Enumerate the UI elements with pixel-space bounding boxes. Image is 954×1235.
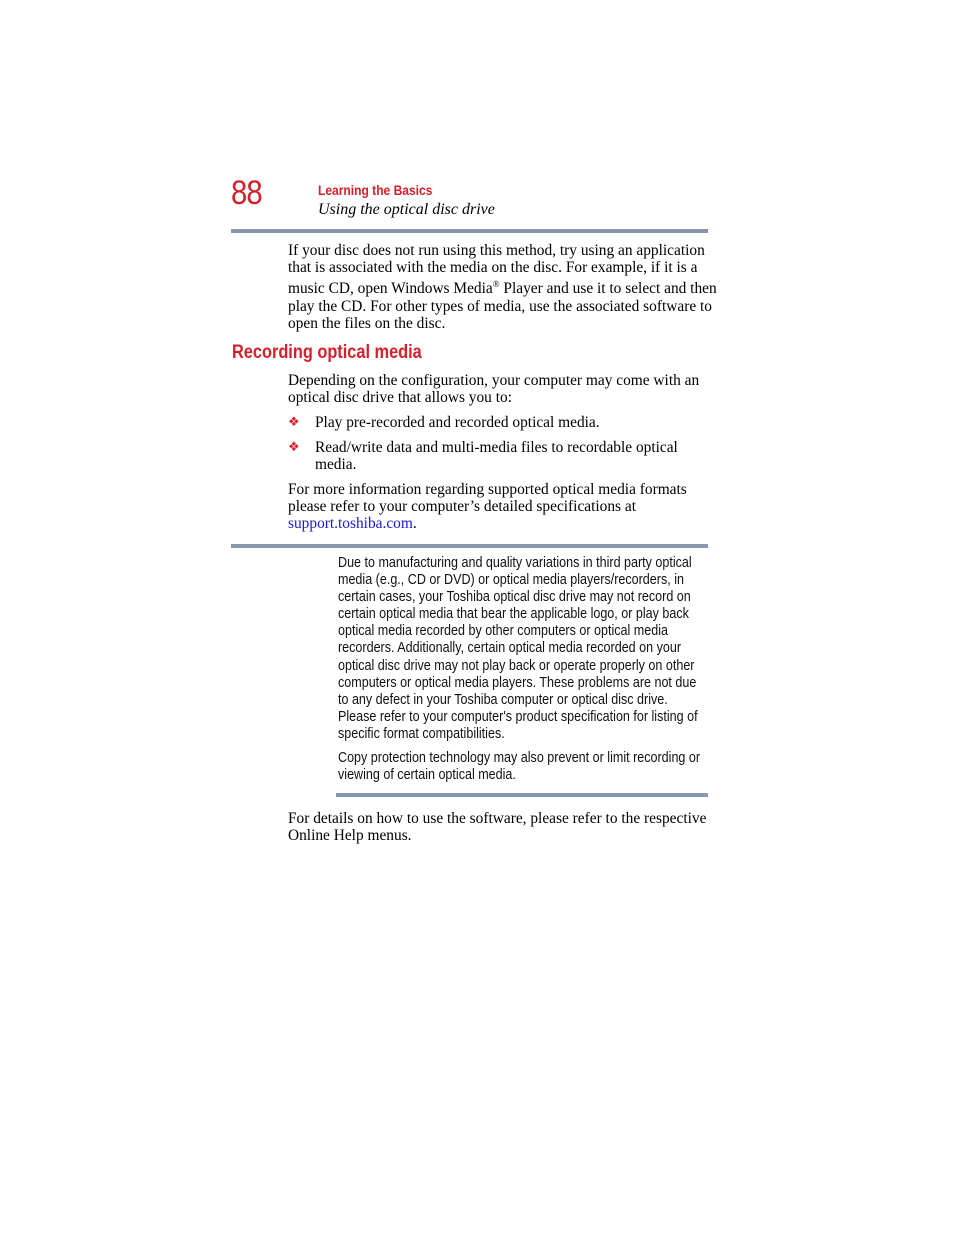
note-bottom-rule [336,793,708,797]
header-rule [231,229,708,233]
intro-text-part1: If your disc does not run using this method, try using an application that is associated with the media on the disc. For example, if it is a music CD, open Windows Media [288,242,705,298]
closing-paragraph: For details on how to use the software, please refer to the respective Online Help menus. [288,810,707,845]
intro-paragraph [288,242,718,332]
bullet-text: Play pre-recorded and recorded optical media. [315,414,600,431]
bullet-diamond-icon: ❖ [288,440,300,455]
support-link[interactable]: support.toshiba.com [288,515,413,533]
recording-lead-paragraph: Depending on the configuration, your computer may come with an optical disc drive that allows you to: [288,372,700,407]
page-number: 88 [231,174,262,212]
recording-heading: Recording optical media [232,342,422,363]
more-info-text: For more information regarding supported optical media formats please refer to your computer’s detailed specifications at [288,481,687,516]
more-info-paragraph [288,481,718,533]
registered-mark: ® [492,279,500,290]
section-title: Using the optical disc drive [318,201,495,218]
bullet-diamond-icon: ❖ [288,415,300,430]
note-top-rule [231,544,708,548]
bullet-text: Read/write data and multi-media files to recordable optical media. [315,439,678,474]
note-paragraph-1: Due to manufacturing and quality variations in third party optical media (e.g., CD or DVD) or optical media players/recorders, in certain cases, your Toshiba optical disc drive may not record on certain optical media that bear the applicable logo, or play back optical media recorded by other computers or optical media recorders. Additionally, certain optical media recorded on your optical disc drive may not play back or operate properly on other computers or optical media players. These problems are not due to any defect in your Toshiba computer or optical disc drive. Please refer to your computer's product specification for listing of specific format compatibilities. [338,555,698,742]
intro-text-part2: Player and use it to select and then play the CD. For other types of media, use the associated software to open the files on the disc. [288,280,717,332]
link-suffix: . [412,515,417,533]
note-paragraph-2: Copy protection technology may also prevent or limit recording or viewing of certain optical media. [338,750,701,784]
chapter-title: Learning the Basics [318,182,433,198]
